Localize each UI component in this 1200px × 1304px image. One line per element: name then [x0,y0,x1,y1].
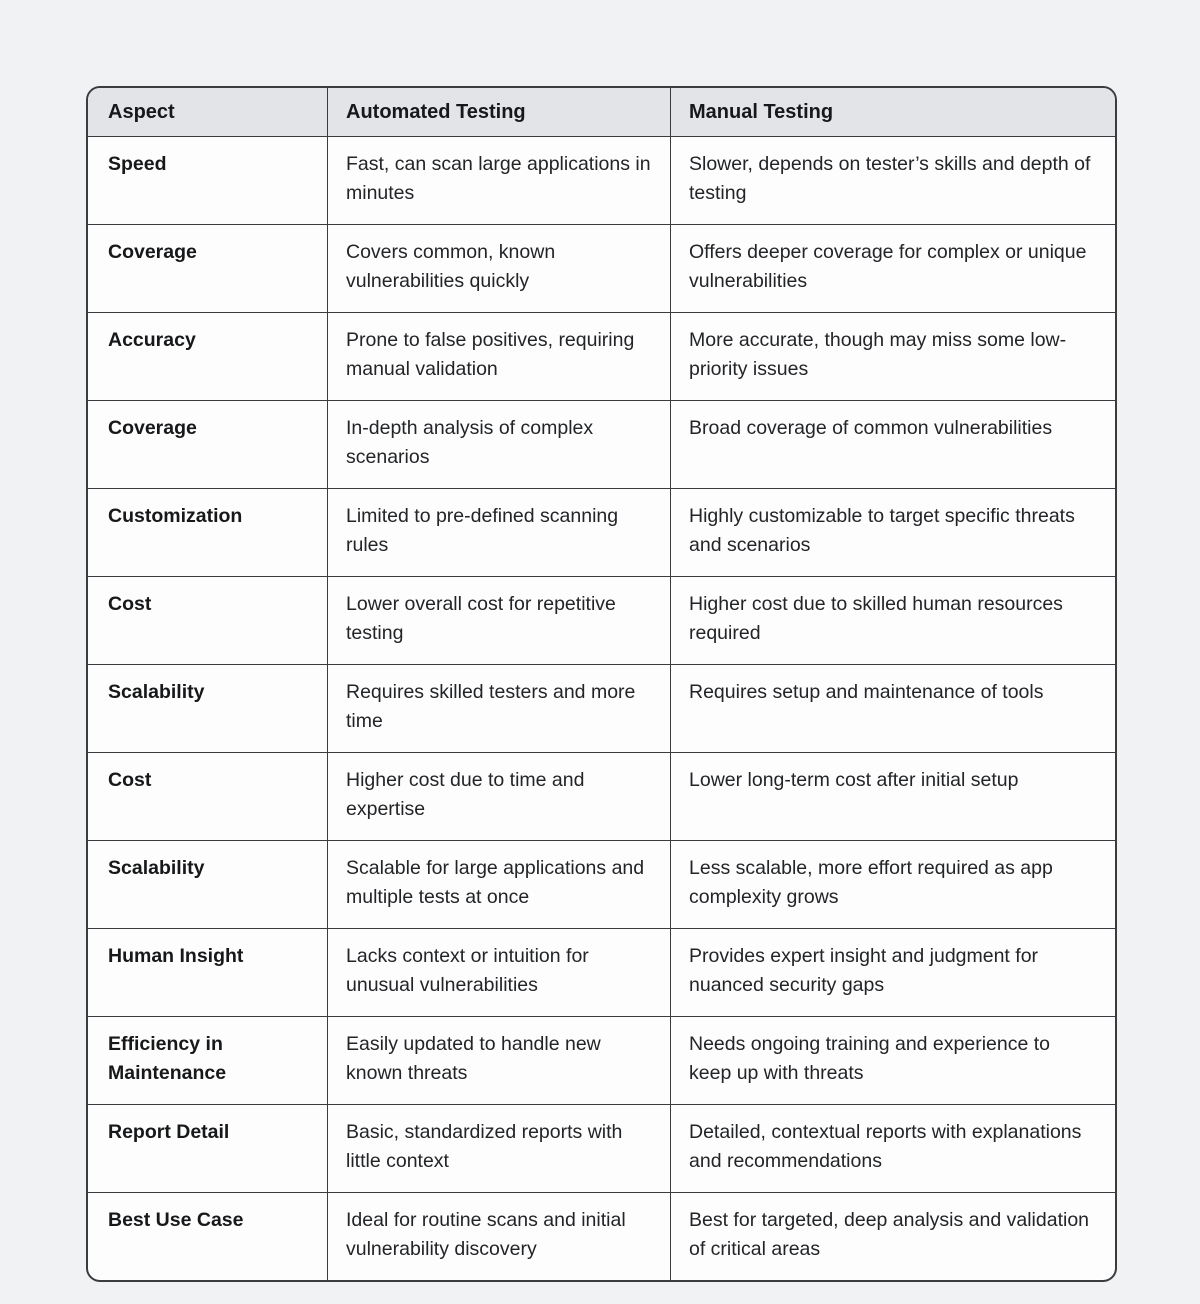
automated-cell: Lower overall cost for repetitive testing [328,577,671,665]
automated-cell: In-depth analysis of complex scenarios [328,401,671,489]
table-row [88,929,1115,1017]
manual-cell: Offers deeper coverage for complex or unique vulnerabilities [671,225,1115,313]
table-row [88,1105,1115,1193]
manual-cell: Requires setup and maintenance of tools [671,665,1115,753]
aspect-cell: Speed [88,137,328,225]
table-row [88,1193,1115,1280]
manual-cell: Best for targeted, deep analysis and validation of critical areas [689,1209,1090,1260]
table-row [88,753,1115,841]
aspect-cell: Customization [88,489,328,577]
aspect-cell: Cost [88,577,328,665]
aspect-cell: Cost [88,753,328,841]
table-row [88,665,1115,753]
aspect-cell: Best Use Case [88,1193,328,1280]
table-row [88,489,1115,577]
automated-cell: Basic, standardized reports with little context [328,1105,671,1193]
aspect-cell: Coverage [88,401,328,489]
table-header [88,88,1115,137]
manual-cell: Lower long-term cost after initial setup [671,753,1115,841]
automated-cell: Higher cost due to time and expertise [328,753,671,841]
aspect-cell: Report Detail [88,1105,328,1193]
aspect-cell: Coverage [88,225,328,313]
table-row [88,841,1115,929]
automated-cell: Ideal for routine scans and initial vulnerability discovery [328,1193,671,1280]
table-row [88,1017,1115,1105]
automated-cell: Limited to pre-defined scanning rules [328,489,671,577]
column-header-automated-testing: Automated Testing [328,88,671,137]
manual-cell: Needs ongoing training and experience to keep up with threats [671,1017,1115,1105]
column-header-aspect: Aspect [88,88,328,137]
aspect-cell: Scalability [88,841,328,929]
table-row [88,313,1115,401]
table-row [88,137,1115,225]
manual-cell: Detailed, contextual reports with explanations and recommendations [671,1105,1115,1193]
automated-cell: Covers common, known vulnerabilities quickly [328,225,671,313]
automated-cell: Easily updated to handle new known threats [328,1017,671,1105]
table-row [88,225,1115,313]
aspect-cell: Efficiency in Maintenance [88,1017,328,1105]
automated-cell: Lacks context or intuition for unusual vulnerabilities [328,929,671,1017]
manual-cell: Higher cost due to skilled human resources required [671,577,1115,665]
header-row [88,88,1115,137]
testing-comparison-table [86,86,1117,1282]
automated-cell: Requires skilled testers and more time [328,665,671,753]
automated-cell: Fast, can scan large applications in minutes [328,137,671,225]
comparison-table-container [86,86,1117,1282]
manual-cell: Broad coverage of common vulnerabilities [671,401,1115,489]
aspect-cell: Scalability [88,665,328,753]
table-row [88,401,1115,489]
table-body [88,137,1115,1280]
manual-cell: Highly customizable to target specific threats and scenarios [671,489,1115,577]
manual-cell: Provides expert insight and judgment for nuanced security gaps [671,929,1115,1017]
manual-cell: Less scalable, more effort required as app complexity grows [671,841,1115,929]
aspect-cell: Accuracy [88,313,328,401]
manual-cell: Slower, depends on tester’s skills and depth of testing [671,137,1115,225]
automated-cell: Scalable for large applications and multiple tests at once [328,841,671,929]
column-header-manual-testing: Manual Testing [671,88,1115,137]
manual-cell: More accurate, though may miss some low-priority issues [671,313,1115,401]
table-row [88,577,1115,665]
aspect-cell: Human Insight [88,929,328,1017]
automated-cell: Prone to false positives, requiring manual validation [328,313,671,401]
